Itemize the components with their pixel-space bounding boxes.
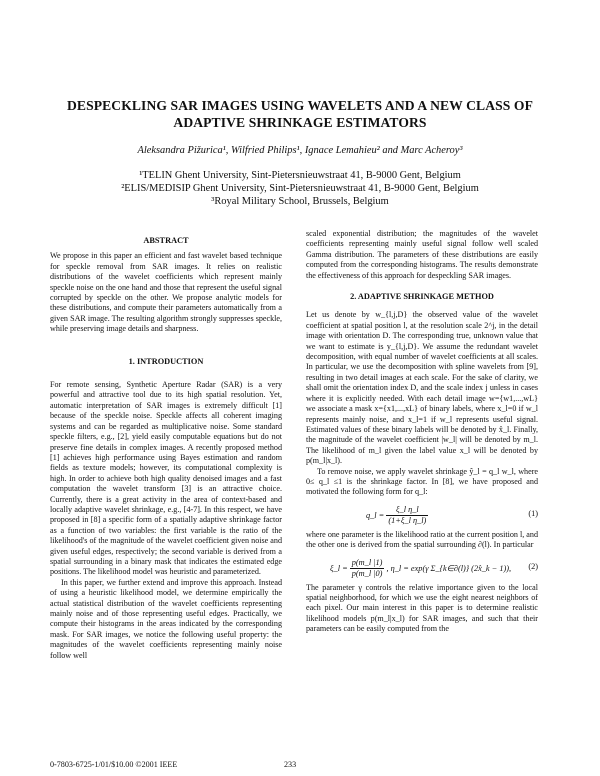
- eq2-rhs: , η_l = exp(γ Σ_{k∈∂(l)} (2x̂_k − 1)),: [386, 563, 512, 573]
- intro-paragraph-1: For remote sensing, Synthetic Aperture Radar (SAR) is a very powerful and attractive tool due to its high spatial resolution. Yet, automatic interpretation of SAR images is extremely difficult [1] because of the speckle noise. Speckle affects all coherent imaging systems and can be regarded as multiplicative noise. Some standard speckle filters, e.g., [2], yield easily computable equations but do not preserve fine details in complex images. A recently proposed method [1] achieves high performance using Bayes estimation and random fields as texture models; however, its computational complexity is high. In order to achieve both high quality denoised images and a fast computation the wavelet transform [3] is an attractive choice. Currently, there is a great activity in the area of context-based and locally adaptive wavelet shrinkage, e.g., [4-7]. In this respect, we have proposed in [8] a specific form of a spatially adaptive shrinkage factor as a function of two variables: the first variable is the ratio of the likelihood's of the magnitude of the wavelet coefficient given noise and given useful edges, respectively; the second variable is derived from a spatial surrounding in a binary mask that indicates the estimated edge positions. The likelihood model was heuristic and parameterized.: [50, 380, 282, 577]
- left-column: [50, 236, 282, 661]
- title-line-1: DESPECKLING SAR IMAGES USING WAVELETS AND A NEW CLASS OF: [66, 98, 534, 113]
- intro-paragraph-2: In this paper, we further extend and improve this approach. Instead of using a heuristic likelihood model, we determine empirically the actual statistical distribution of the wavelet coefficients representing mainly noise and of those representing useful edges. Practically, we compute their histograms in the areas indicated by the corresponding mask. For SAR images, we notice the following useful property: the magnitudes of the wavelet coefficients representing mainly noise follow well: [50, 577, 282, 660]
- method-paragraph-4: The parameter γ controls the relative importance given to the local spatial neighborhood, for which we use the eight nearest neighbors of each pixel. Our main interest in this paper is to determine realistic likelihood models p(m_l|x_l) for SAR images, and such that their parameters can be easily computed from the: [306, 582, 538, 634]
- right-column: [306, 229, 538, 635]
- affiliation-2: ²ELIS/MEDISIP Ghent University, Sint-Pietersnieuwstraat 41, B-9000 Gent, Belgium: [121, 183, 479, 194]
- eq2-lhs: ξ_l =: [330, 563, 348, 573]
- eq2-numerator: p(m_l |1): [350, 558, 385, 569]
- eq1-denominator: (1+ξ_l η_l): [388, 516, 427, 526]
- title-line-2: ADAPTIVE SHRINKAGE ESTIMATORS: [173, 115, 427, 130]
- paper-title: [40, 97, 560, 131]
- abstract-text: We propose in this paper an efficient and fast wavelet based technique for speckle removal from SAR images. It relies on realistic distributions of the wavelet coefficients which represent mainly speckle noise on the one hand and those that represent the useful signal corrupted by speckle on the other. We propose analytic models for these distributions, and compute their parameters automatically from a given SAR image. The resulting algorithm strongly suppresses speckle, while preserving image details and sharpness.: [50, 251, 282, 334]
- equation-2: [306, 554, 538, 580]
- eq1-numerator: ξ_l η_l: [386, 505, 428, 516]
- method-paragraph-2: To remove noise, we apply wavelet shrinkage ŷ_l = q_l w_l, where 0≤ q_l ≤1 is the shrinkage factor. In [8], we have proposed and motivated the following form for q_l:: [306, 466, 538, 497]
- intro-heading: 1. INTRODUCTION: [128, 356, 204, 366]
- eq2-denominator: p(m_l |0): [351, 568, 383, 578]
- method-paragraph-1: Let us denote by w_{l,j,D} the observed value of the wavelet coefficient at spatial position l, at the resolution scale 2^j, in the detail image with orientation D. The corresponding true, unknown value that we want to estimate is y_{l,j,D}. We assume the redundant wavelet decomposition, with equal number of wavelet coefficients at all scales. In particular, we use the decomposition with spline wavelets from [9], resulting in two detail images at each scale. For the sake of clarity, we shall omit the orientation index D, and the scale index j unless in cases where it is explicitly needed. With each detail image w={w1,...,wL} we associate a mask x={x1,...,xL} of binary labels, where x_l=0 if w_l represents mainly noise, and x_l=1 if w_l represents useful signal. Estimated values of these binary labels will be denoted by x̂_l. Finally, the magnitude of the wavelet coefficient |w_l| will be denoted by m_l. The likelihood of m_l given the label value x_l will be denoted by p(m_l|x_l).: [306, 310, 538, 466]
- eq1-lhs: q_l =: [366, 510, 385, 520]
- eq1-number: (1): [528, 508, 538, 518]
- abstract-heading: ABSTRACT: [143, 236, 189, 245]
- method-paragraph-3: where one parameter is the likelihood ratio at the current position l, and the other one is derived from the spatial surrounding ∂(l). In particular: [306, 529, 538, 550]
- footer-page-number: 233: [284, 760, 297, 769]
- equation-1: [306, 501, 538, 527]
- authors: Aleksandra Pižurica¹, Wilfried Philips¹, Ignace Lemahieu² and Marc Acheroy³: [137, 145, 463, 156]
- affiliation-1: ¹TELIN Ghent University, Sint-Pietersnieuwstraat 41, B-9000 Gent, Belgium: [139, 170, 461, 181]
- method-heading: 2. ADAPTIVE SHRINKAGE METHOD: [350, 292, 494, 302]
- eq2-number: (2): [528, 561, 538, 571]
- affiliation-3: ³Royal Military School, Brussels, Belgium: [211, 196, 389, 207]
- eq2-fraction: [350, 558, 385, 580]
- footer-copyright: 0-7803-6725-1/01/$10.00 ©2001 IEEE: [50, 760, 178, 769]
- eq1-fraction: [386, 505, 428, 527]
- right-paragraph-0: scaled exponential distribution; the magnitudes of the wavelet coefficients representing mainly useful signal follow well scaled Gamma distribution. The parameters of these distributions are easily computed from the corresponding histograms. The results demonstrate the effectiveness of this approach for despeckling SAR images.: [306, 229, 538, 280]
